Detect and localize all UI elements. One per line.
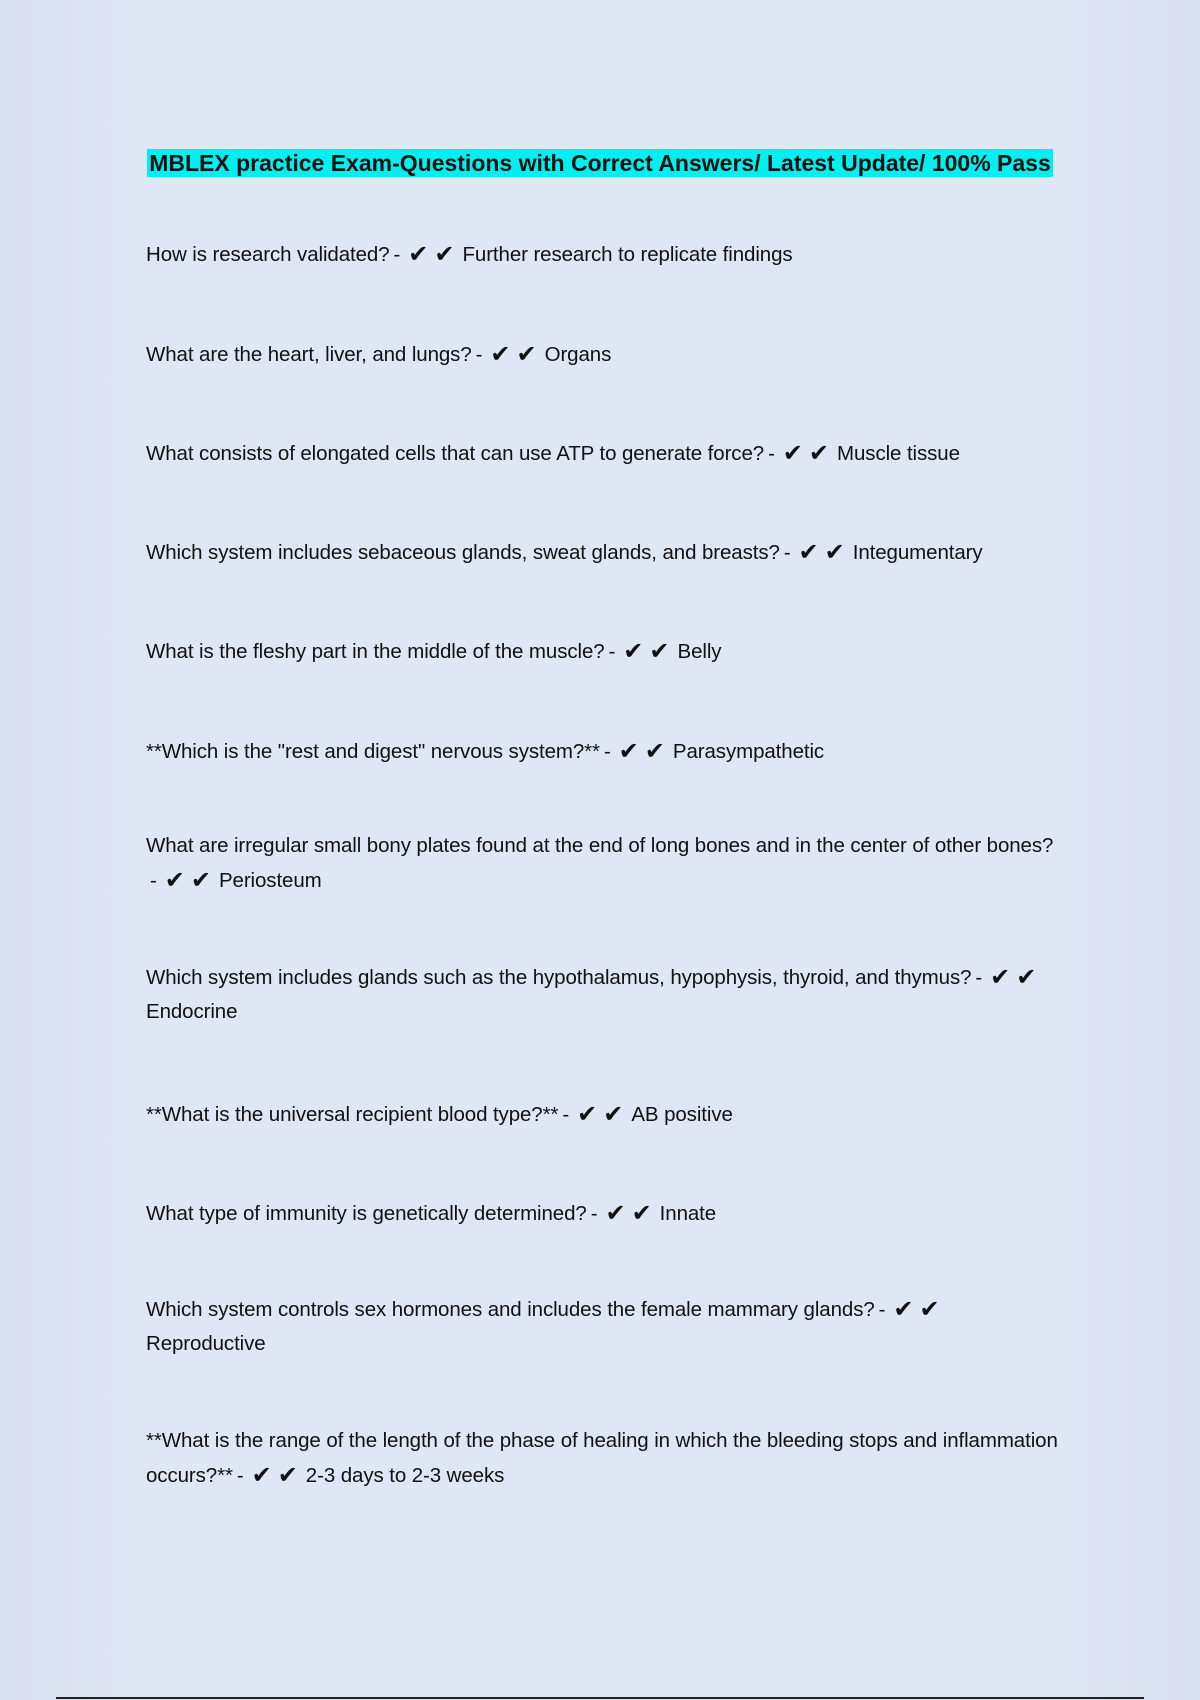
question-text: **What is the universal recipient blood type?** bbox=[146, 1103, 559, 1126]
qa-item bbox=[146, 337, 1066, 372]
qa-item bbox=[146, 1196, 1066, 1231]
answer-text: Periosteum bbox=[218, 869, 322, 892]
qa-item bbox=[146, 960, 1066, 1029]
qa-item bbox=[146, 829, 1066, 898]
double-check-icon: ✔✔ bbox=[577, 1101, 630, 1128]
question-text: Which system includes glands such as the hypothalamus, hypophysis, thyroid, and thymus? bbox=[146, 966, 972, 989]
double-check-icon: ✔✔ bbox=[490, 341, 543, 368]
question-text: What are the heart, liver, and lungs? bbox=[146, 343, 472, 366]
question-text: **Which is the "rest and digest" nervous system?** bbox=[146, 740, 600, 763]
answer-text: Endocrine bbox=[146, 1000, 238, 1023]
question-text: Which system includes sebaceous glands, sweat glands, and breasts? bbox=[146, 541, 780, 564]
answer-text: Organs bbox=[544, 343, 612, 366]
double-check-icon: ✔✔ bbox=[782, 440, 836, 467]
qa-item bbox=[146, 436, 1066, 471]
separator: - bbox=[608, 640, 616, 663]
question-text: How is research validated? bbox=[146, 243, 390, 266]
question-text: What are irregular small bony plates found at the end of long bones and in the center of other bones? bbox=[146, 834, 1054, 857]
separator: - bbox=[768, 442, 775, 465]
answer-text: AB positive bbox=[631, 1103, 733, 1126]
separator: - bbox=[393, 243, 401, 266]
qa-item bbox=[146, 1424, 1066, 1493]
separator: - bbox=[878, 1298, 886, 1321]
answer-text: Further research to replicate findings bbox=[462, 243, 793, 266]
separator: - bbox=[150, 869, 157, 892]
double-check-icon: ✔✔ bbox=[990, 964, 1043, 991]
qa-item bbox=[146, 634, 1066, 669]
qa-item bbox=[146, 1292, 1066, 1361]
answer-text: Integumentary bbox=[852, 541, 983, 564]
qa-item bbox=[146, 535, 1066, 570]
document-title-text: MBLEX practice Exam-Questions with Correct Answers/ Latest Update/ 100% Pass bbox=[149, 150, 1051, 176]
double-check-icon: ✔✔ bbox=[618, 738, 671, 765]
question-text: What is the fleshy part in the middle of the muscle? bbox=[146, 640, 605, 663]
double-check-icon: ✔✔ bbox=[623, 638, 676, 665]
answer-text: Innate bbox=[659, 1202, 717, 1225]
qa-item bbox=[146, 1097, 1066, 1132]
separator: - bbox=[975, 966, 983, 989]
qa-item bbox=[146, 237, 1066, 272]
question-text: What type of immunity is genetically determined? bbox=[146, 1202, 587, 1225]
separator: - bbox=[590, 1202, 598, 1225]
separator: - bbox=[603, 740, 611, 763]
question-text: What consists of elongated cells that can use ATP to generate force? bbox=[146, 442, 765, 465]
answer-text: 2-3 days to 2-3 weeks bbox=[305, 1464, 505, 1487]
answer-text: Muscle tissue bbox=[837, 442, 960, 465]
answer-text: Parasympathetic bbox=[672, 740, 825, 763]
double-check-icon: ✔✔ bbox=[408, 241, 461, 268]
document-title bbox=[140, 145, 1060, 181]
double-check-icon: ✔✔ bbox=[893, 1296, 946, 1323]
answer-text: Belly bbox=[677, 640, 722, 663]
separator: - bbox=[783, 541, 791, 564]
question-text: Which system controls sex hormones and includes the female mammary glands? bbox=[146, 1298, 875, 1321]
separator: - bbox=[236, 1464, 244, 1487]
footer-divider bbox=[56, 1697, 1144, 1699]
double-check-icon: ✔✔ bbox=[798, 539, 851, 566]
separator: - bbox=[475, 343, 483, 366]
question-text: **What is the range of the length of the phase of healing in which the bleeding stops and inflammation occurs?** bbox=[146, 1429, 1058, 1487]
answer-text: Reproductive bbox=[146, 1332, 266, 1355]
double-check-icon: ✔✔ bbox=[164, 867, 217, 894]
double-check-icon: ✔✔ bbox=[251, 1462, 304, 1489]
double-check-icon: ✔✔ bbox=[605, 1200, 658, 1227]
separator: - bbox=[562, 1103, 570, 1126]
qa-item bbox=[146, 734, 1066, 769]
